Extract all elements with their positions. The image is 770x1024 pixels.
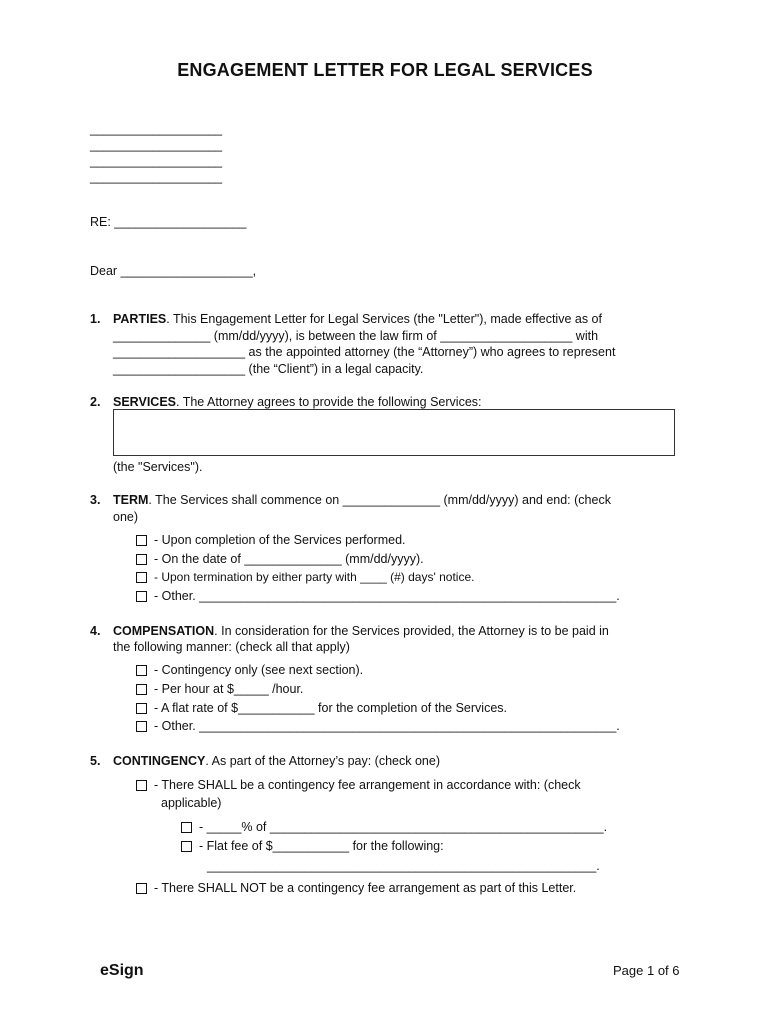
address-line-3: ___________________ bbox=[90, 154, 223, 168]
contingency-shall-not-label: - There SHALL NOT be a contingency fee arrangement as part of this Letter. bbox=[154, 881, 577, 895]
section-1-line-1 bbox=[113, 311, 602, 327]
section-2-text: . The Attorney agrees to provide the following Services: bbox=[176, 395, 482, 409]
esign-logo: eSign bbox=[100, 962, 144, 979]
term-option-4-label: - Other. ____________________________________________________________. bbox=[154, 589, 620, 603]
checkbox[interactable] bbox=[181, 822, 192, 833]
contingency-sub-percent-label: - _____% of ________________________________________________. bbox=[199, 820, 608, 834]
address-line-1: ___________________ bbox=[90, 122, 223, 136]
term-option-3-label: - Upon termination by either party with ____ (#) days' notice. bbox=[154, 570, 475, 584]
section-4-heading: COMPENSATION bbox=[113, 624, 215, 638]
term-option-2-label: - On the date of ______________ (mm/dd/yyyy). bbox=[154, 552, 424, 566]
checkbox[interactable] bbox=[136, 535, 147, 546]
checkbox[interactable] bbox=[136, 591, 147, 602]
comp-option-1-label: - Contingency only (see next section). bbox=[154, 663, 364, 677]
section-4-text: . In consideration for the Services provided, the Attorney is to be paid in bbox=[214, 624, 609, 638]
checkbox[interactable] bbox=[136, 703, 147, 714]
checkbox[interactable] bbox=[136, 665, 147, 676]
checkbox[interactable] bbox=[136, 721, 147, 732]
section-2-after: (the "Services"). bbox=[113, 460, 203, 474]
comp-option-2-label: - Per hour at $_____ /hour. bbox=[154, 682, 304, 696]
checkbox[interactable] bbox=[136, 554, 147, 565]
services-input-box[interactable] bbox=[113, 409, 675, 456]
section-1-line-4: ___________________ (the “Client”) in a legal capacity. bbox=[113, 362, 424, 376]
address-line-4: ___________________ bbox=[90, 170, 223, 184]
section-1-number: 1. bbox=[90, 312, 101, 326]
checkbox[interactable] bbox=[136, 780, 147, 791]
section-2-number: 2. bbox=[90, 395, 101, 409]
section-2-heading: SERVICES bbox=[113, 395, 176, 409]
section-1-line-3: ___________________ as the appointed attorney (the “Attorney”) who agrees to represent bbox=[113, 345, 616, 359]
section-3-line-1 bbox=[113, 492, 611, 508]
contingency-shall-label-2: applicable) bbox=[161, 796, 222, 810]
section-1-text: . This Engagement Letter for Legal Services (the "Letter"), made effective as of bbox=[166, 312, 602, 326]
checkbox[interactable] bbox=[136, 883, 147, 894]
checkbox[interactable] bbox=[136, 572, 147, 583]
section-3-heading: TERM bbox=[113, 493, 149, 507]
document-title: ENGAGEMENT LETTER FOR LEGAL SERVICES bbox=[177, 60, 593, 80]
section-5-number: 5. bbox=[90, 754, 101, 768]
section-3-text: . The Services shall commence on ______________ (mm/dd/yyyy) and end: (check bbox=[148, 493, 611, 507]
section-3-line-2: one) bbox=[113, 510, 139, 524]
section-5-line-1 bbox=[113, 753, 440, 769]
section-4-number: 4. bbox=[90, 624, 101, 638]
page-number: Page 1 of 6 bbox=[613, 963, 680, 978]
comp-option-4-label: - Other. ____________________________________________________________. bbox=[154, 719, 620, 733]
section-3-number: 3. bbox=[90, 493, 101, 507]
term-option-1-label: - Upon completion of the Services performed. bbox=[154, 533, 406, 547]
section-5-text: . As part of the Attorney’s pay: (check one) bbox=[205, 754, 440, 768]
checkbox[interactable] bbox=[181, 841, 192, 852]
section-4-line-2: the following manner: (check all that apply) bbox=[113, 640, 350, 654]
section-5-heading: CONTINGENCY bbox=[113, 754, 206, 768]
section-2-line-1 bbox=[113, 394, 482, 410]
contingency-option-shall-not bbox=[136, 881, 577, 939]
checkbox[interactable] bbox=[136, 684, 147, 695]
contingency-sub-flat-label: - Flat fee of $___________ for the following: bbox=[199, 839, 444, 853]
salutation: Dear ___________________, bbox=[90, 264, 257, 278]
contingency-sub-flat-line: ________________________________________________________. bbox=[207, 859, 600, 873]
section-1-line-2: ______________ (mm/dd/yyyy), is between the law firm of ___________________ with bbox=[113, 329, 599, 343]
section-4-line-1 bbox=[113, 623, 609, 639]
address-line-2: ___________________ bbox=[90, 138, 223, 152]
section-1-heading: PARTIES bbox=[113, 312, 167, 326]
contingency-shall-label: - There SHALL be a contingency fee arrangement in accordance with: (check bbox=[154, 778, 581, 792]
re-line: RE: ___________________ bbox=[90, 215, 247, 229]
comp-option-3-label: - A flat rate of $___________ for the completion of the Services. bbox=[154, 701, 508, 715]
